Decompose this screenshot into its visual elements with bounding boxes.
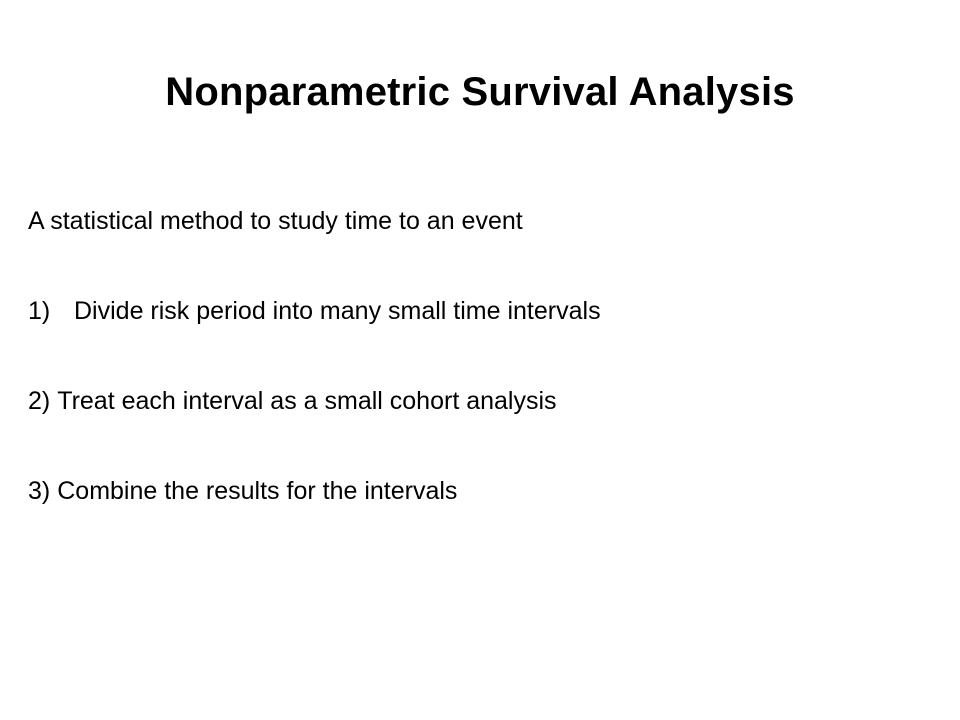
list-item-number: 2) xyxy=(28,387,51,415)
intro-text: A statistical method to study time to an event xyxy=(28,207,523,235)
list-item-3 xyxy=(28,473,928,509)
list-item-2 xyxy=(28,383,928,419)
list-item-text: Treat each interval as a small cohort analysis xyxy=(57,387,557,415)
list-item-text: Combine the results for the intervals xyxy=(57,477,458,505)
list-item-number: 1) xyxy=(28,297,51,325)
slide-title: Nonparametric Survival Analysis xyxy=(165,70,795,114)
list-item-text: Divide risk period into many small time intervals xyxy=(74,297,601,325)
list-item-number: 3) xyxy=(28,477,51,505)
list-item-1 xyxy=(28,293,928,329)
